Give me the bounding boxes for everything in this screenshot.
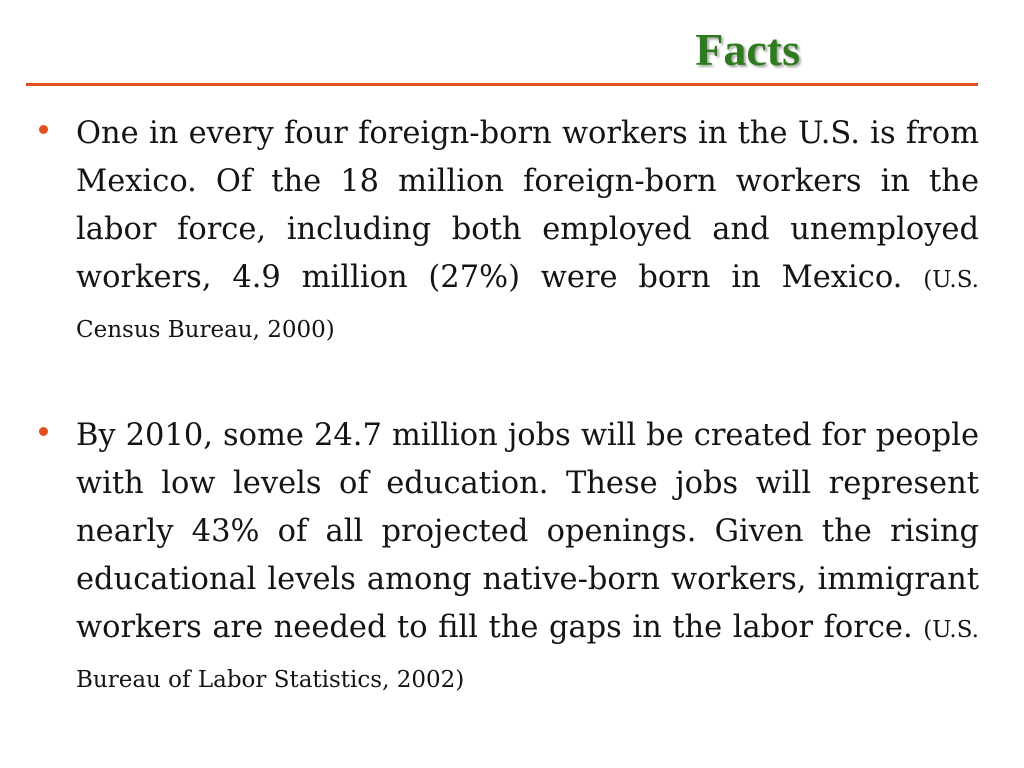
bullet-text: By 2010, some 24.7 million jobs will be created for people with low levels of education. These jobs will represent nearly 43% of all projected openings. Given the rising educational levels among native-born workers, immigrant workers are needed to fill the gaps in the labor force. [76, 418, 979, 645]
slide-title: Facts [695, 24, 800, 75]
bullet-list [34, 110, 979, 704]
bullet-dot-icon [39, 427, 48, 436]
bullet-item-jobs-2010 [34, 412, 979, 704]
title-divider [26, 83, 978, 86]
bullet-item-mexico-workers [34, 110, 979, 354]
bullet-citation: (U.S. Census Bureau, 2000) [76, 267, 979, 343]
bullet-dot-icon [39, 125, 48, 134]
bullet-citation: (U.S. Bureau of Labor Statistics, 2002) [76, 617, 979, 693]
bullet-text: One in every four foreign-born workers in the U.S. is from Mexico. Of the 18 million foreign-born workers in the labor force, including both employed and unemployed workers, 4.9 million (27%) were born in Mexico. [76, 116, 979, 295]
